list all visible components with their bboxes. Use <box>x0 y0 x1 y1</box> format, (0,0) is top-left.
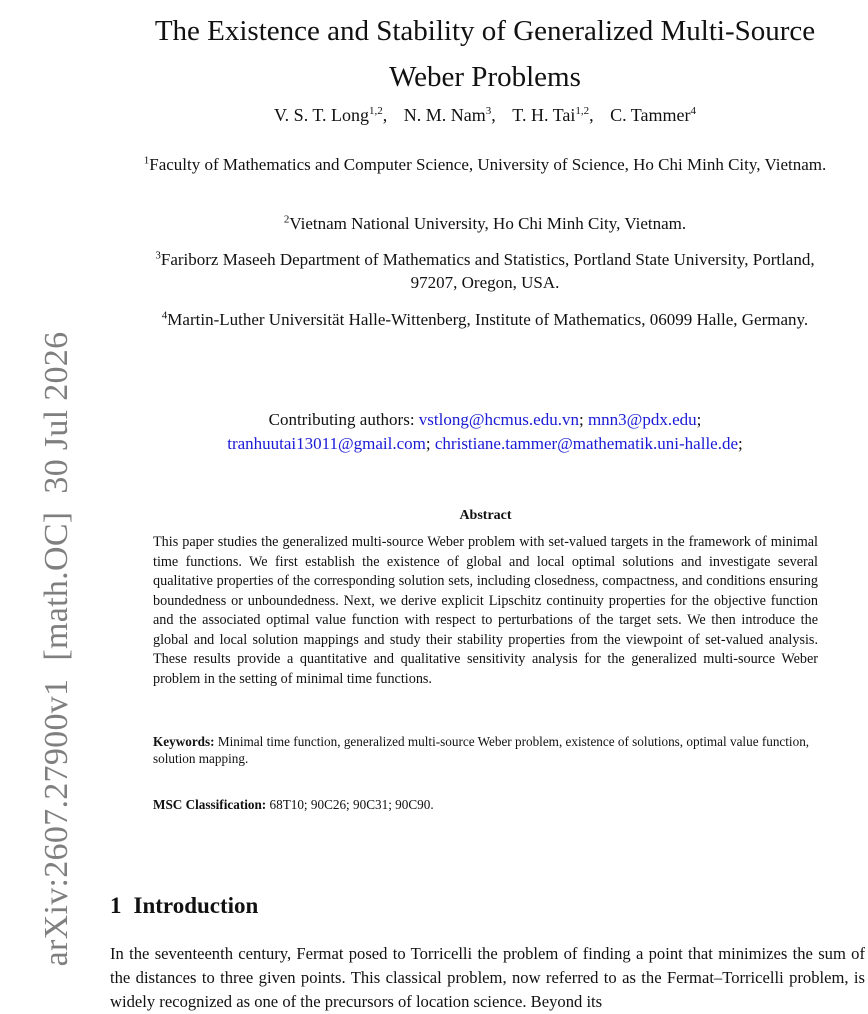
paper-title: The Existence and Stability of Generalized Multi-Source Weber Problems <box>154 15 816 93</box>
author-name: T. H. Tai <box>512 105 576 125</box>
affiliation-mark: 3 <box>155 249 161 262</box>
affiliation-text: Vietnam National University, Ho Chi Minh City, Vietnam. <box>289 214 687 233</box>
msc-label: MSC Classification: <box>153 797 267 812</box>
keywords-label: Keywords: <box>153 734 215 749</box>
abstract-heading: Abstract <box>459 508 512 523</box>
arxiv-id: arXiv:2607.27900v1 <box>38 678 75 967</box>
section-heading <box>110 893 258 919</box>
affiliation-text: Fariborz Maseeh Department of Mathematics and Statistics, Portland State University, Portland, 97207, Oregon, USA. <box>160 250 815 292</box>
affiliation-mark: 2 <box>283 213 290 226</box>
email-separator: ; <box>696 410 702 429</box>
affiliation-text: Faculty of Mathematics and Computer Science, University of Science, Ho Chi Minh City, Vietnam. <box>149 155 827 174</box>
section-number: 1 <box>110 893 122 918</box>
email-link[interactable]: mnn3@pdx.edu <box>587 410 697 429</box>
contributing-authors <box>130 408 840 456</box>
msc-text: 68T10; 90C26; 90C31; 90C90. <box>269 797 434 812</box>
intro-paragraph: In the seventeenth century, Fermat posed to Torricelli the problem of finding a point that minimizes the sum of the distances to three given points. This classical problem, now referred to as the Fermat–Torricelli problem, is widely recognized as one of the precursors of location science. Beyond its <box>110 944 865 1011</box>
keywords <box>153 733 818 767</box>
author-affil-mark: 1,2 <box>369 105 383 117</box>
msc-classification <box>153 796 818 813</box>
author: N. M. Nam$^3$, <box>403 105 496 125</box>
author: T. H. Tai$^{1,2}$, <box>512 105 594 125</box>
affiliation-text: Martin-Luther Universität Halle-Wittenberg, Institute of Mathematics, 06099 Halle, Germany. <box>167 310 809 329</box>
author-name: C. Tammer <box>610 105 691 125</box>
affiliation-mark: 1 <box>143 154 150 167</box>
author-name: N. M. Nam <box>403 105 486 125</box>
email-separator: ; <box>578 410 584 429</box>
affiliation-mark: 4 <box>161 309 168 322</box>
email-separator: ; <box>425 434 431 453</box>
arxiv-category: [math.OC] <box>38 511 75 661</box>
email-link[interactable]: tranhuutai13011@gmail.com <box>227 434 426 453</box>
author-list <box>120 102 850 128</box>
abstract-text: This paper studies the generalized multi-source Weber problem with set-valued targets in the framework of minimal time functions. We first establish the existence of global and local optimal solutions and investigate several qualitative properties of the corresponding solution sets, including closedness, compactness, and conditions ensuring boundedness or unboundedness. Next, we derive explicit Lipschitz continuity properties for the objective function and the associated optimal value function with respect to perturbations of the target sets. We then introduce the global and local solution mappings and study their stability properties from the viewpoint of set-valued analysis. These results provide a quantitative and qualitative sensitivity analysis for the generalized multi-source Weber problem in the setting of minimal time functions. <box>153 534 818 687</box>
affiliation <box>130 212 840 235</box>
author-affil-mark: 3 <box>485 105 492 117</box>
keywords-text: Minimal time function, generalized multi-source Weber problem, existence of solutions, optimal value function, solution mapping. <box>153 734 810 766</box>
email-link[interactable]: christiane.tammer@mathematik.uni-halle.de <box>434 434 739 453</box>
affiliation <box>130 153 840 176</box>
affiliation <box>130 248 840 294</box>
email-separator: ; <box>738 434 743 453</box>
section-title: Introduction <box>133 893 259 918</box>
affiliation <box>130 308 840 331</box>
arxiv-date: 30 Jul 2026 <box>38 331 75 494</box>
author <box>610 105 696 125</box>
contributing-label: Contributing authors: <box>268 410 415 429</box>
author-affil-mark: 1,2 <box>575 105 590 117</box>
email-link[interactable]: vstlong@hcmus.edu.vn <box>418 410 579 429</box>
author-name: V. S. T. Long <box>274 105 370 125</box>
author-affil-mark: 4 <box>690 105 696 117</box>
arxiv-stamp <box>35 289 79 1009</box>
author: V. S. T. Long$^{1,2}$, <box>274 105 388 125</box>
